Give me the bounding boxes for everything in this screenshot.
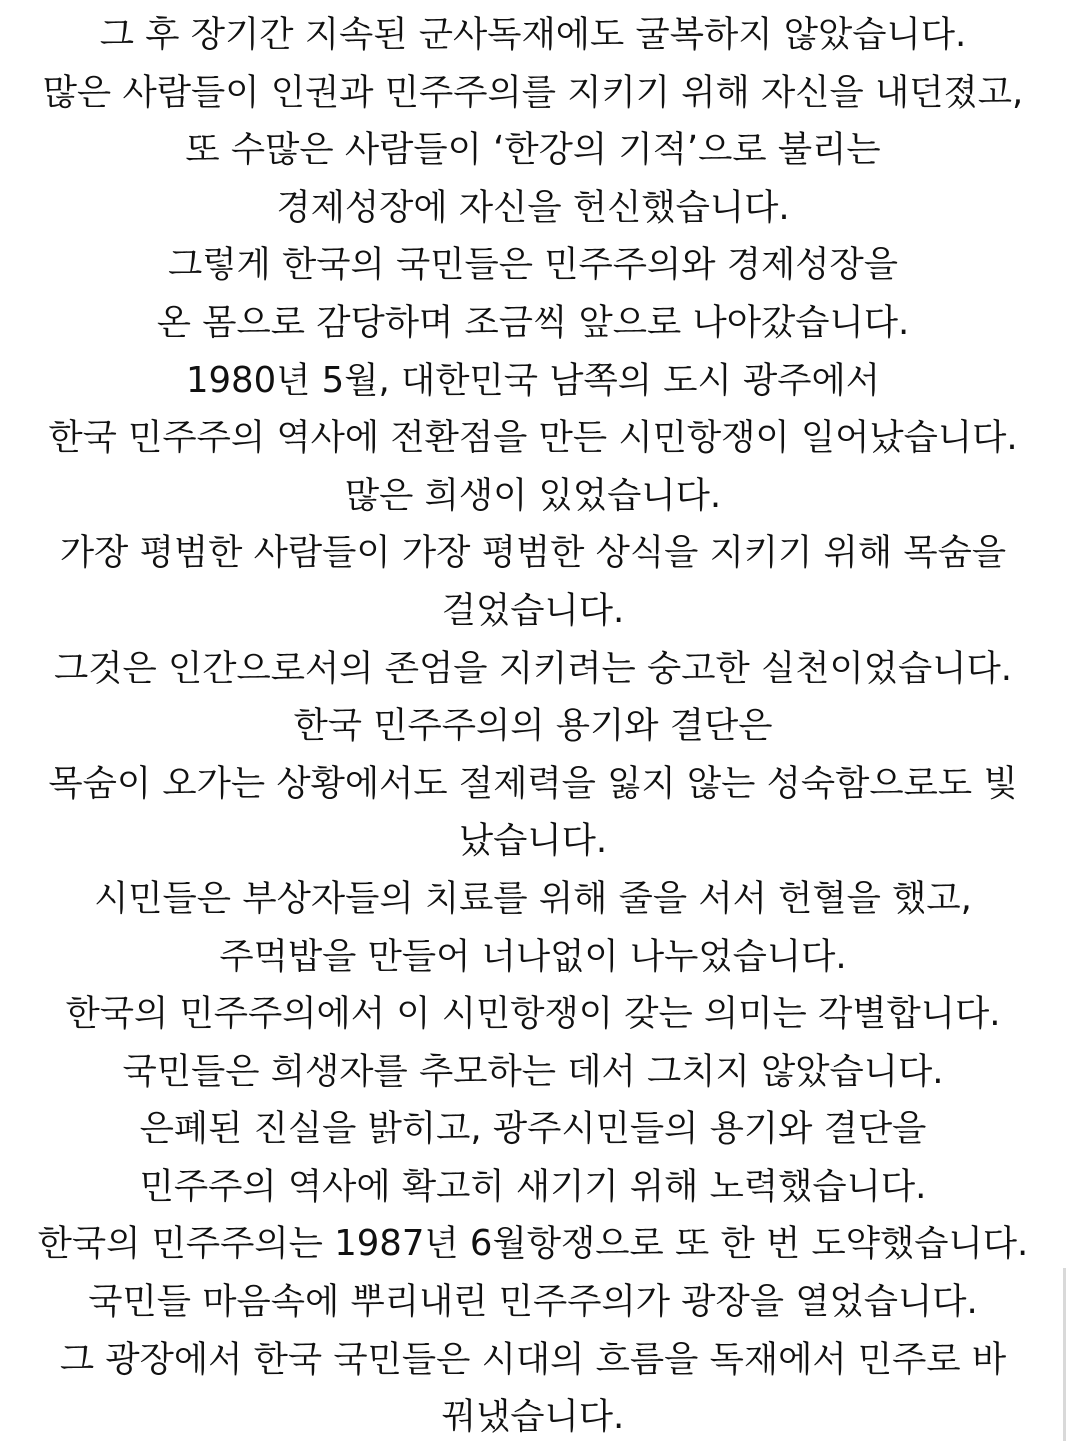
- text-line: 그것은 인간으로서의 존엄을 지키려는 숭고한 실천이었습니다.: [53, 647, 1013, 689]
- text-line: 주먹밥을 만들어 너나없이 나누었습니다.: [219, 935, 847, 977]
- text-line: 났습니다.: [458, 820, 608, 862]
- text-line: 꿔냈습니다.: [441, 1396, 625, 1438]
- text-line: 한국 민주주의 역사에 전환점을 만든 시민항쟁이 일어났습니다.: [48, 417, 1018, 459]
- text-line: 가장 평범한 사람들이 가장 평범한 상식을 지키기 위해 목숨을: [59, 532, 1007, 574]
- text-line: 또 수많은 사람들이 ‘한강의 기적’으로 불리는: [185, 129, 881, 171]
- text-line: 그렇게 한국의 국민들은 민주주의와 경제성장을: [167, 244, 899, 286]
- text-line: 국민들은 희생자를 추모하는 데서 그치지 않았습니다.: [122, 1050, 944, 1092]
- text-line: 국민들 마음속에 뿌리내린 민주주의가 광장을 열었습니다.: [88, 1281, 978, 1323]
- text-line: 은폐된 진실을 밝히고, 광주시민들의 용기와 결단을: [139, 1108, 927, 1150]
- text-line: 민주주의 역사에 확고히 새기기 위해 노력했습니다.: [139, 1165, 927, 1207]
- text-line: 경제성장에 자신을 헌신했습니다.: [276, 186, 790, 228]
- text-line: 1980년 5월, 대한민국 남쪽의 도시 광주에서: [185, 359, 881, 401]
- speech-text-body: [0, 6, 1066, 1446]
- text-line: 한국 민주주의의 용기와 결단은: [293, 705, 773, 747]
- text-line: 걸었습니다.: [441, 589, 625, 631]
- text-line: 많은 사람들이 인권과 민주주의를 지키기 위해 자신을 내던졌고,: [42, 71, 1024, 113]
- text-line: 그 후 장기간 지속된 군사독재에도 굴복하지 않았습니다.: [99, 14, 967, 55]
- text-line: 한국의 민주주의에서 이 시민항쟁이 갖는 의미는 각별합니다.: [65, 993, 1001, 1035]
- text-line: 목숨이 오가는 상황에서도 절제력을 잃지 않는 성숙함으로도 빛: [48, 762, 1018, 804]
- text-line: 한국의 민주주의는 1987년 6월항쟁으로 또 한 번 도약했습니다.: [37, 1223, 1029, 1265]
- text-line: 그 광장에서 한국 국민들은 시대의 흐름을 독재에서 민주로 바: [59, 1338, 1007, 1380]
- text-line: 온 몸으로 감당하며 조금씩 앞으로 나아갔습니다.: [156, 301, 910, 343]
- text-line: 시민들은 부상자들의 치료를 위해 줄을 서서 헌혈을 했고,: [94, 877, 972, 919]
- text-line: 많은 희생이 있었습니다.: [344, 474, 722, 516]
